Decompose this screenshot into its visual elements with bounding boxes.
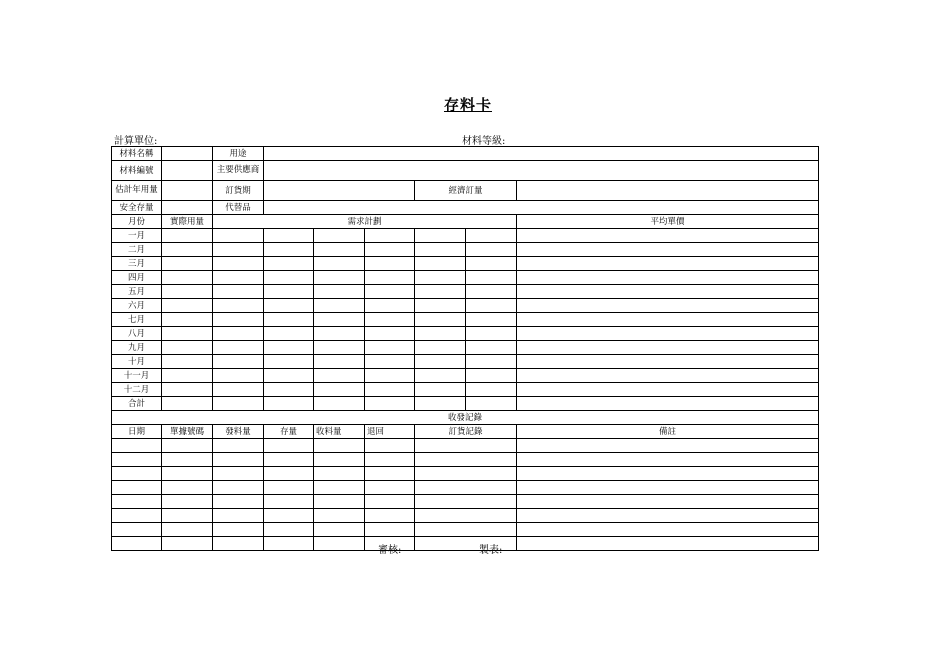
plan-cell[interactable] xyxy=(365,285,415,299)
record-cell[interactable] xyxy=(517,509,819,523)
plan-cell[interactable] xyxy=(314,397,365,411)
record-row xyxy=(112,495,819,509)
safety-stock-cell[interactable] xyxy=(162,201,213,215)
usage-label: 用途 xyxy=(213,147,264,161)
record-cell[interactable] xyxy=(517,467,819,481)
plan-cell[interactable] xyxy=(213,397,264,411)
plan-cell[interactable] xyxy=(415,243,466,257)
total-label: 合計 xyxy=(112,397,162,411)
actual-cell[interactable] xyxy=(162,299,213,313)
month-row xyxy=(112,369,819,383)
month-row xyxy=(112,383,819,397)
plan-cell[interactable] xyxy=(264,355,314,369)
main-supplier-label: 主要供應商 xyxy=(213,161,264,181)
plan-cell[interactable] xyxy=(264,397,314,411)
plan-cell[interactable] xyxy=(264,299,314,313)
record-header-issued: 發料量 xyxy=(213,425,264,439)
plan-cell[interactable] xyxy=(365,355,415,369)
record-cell[interactable] xyxy=(415,481,517,495)
month-row xyxy=(112,299,819,313)
record-cell[interactable] xyxy=(517,523,819,537)
substitute-cell[interactable] xyxy=(264,201,819,215)
avg-price-cell[interactable] xyxy=(517,383,819,397)
record-cell[interactable] xyxy=(213,453,264,467)
record-cell[interactable] xyxy=(365,467,415,481)
plan-cell[interactable] xyxy=(213,285,264,299)
record-cell[interactable] xyxy=(517,453,819,467)
record-cell[interactable] xyxy=(314,439,365,453)
plan-cell[interactable] xyxy=(314,257,365,271)
record-cell[interactable] xyxy=(365,523,415,537)
record-cell[interactable] xyxy=(162,439,213,453)
avg-price-cell[interactable] xyxy=(517,243,819,257)
record-cell[interactable] xyxy=(213,495,264,509)
month-label: 七月 xyxy=(112,313,162,327)
plan-cell[interactable] xyxy=(365,257,415,271)
stock-card-table xyxy=(111,146,819,551)
plan-cell[interactable] xyxy=(264,243,314,257)
avg-price-cell[interactable] xyxy=(517,299,819,313)
record-cell[interactable] xyxy=(314,467,365,481)
actual-cell[interactable] xyxy=(162,327,213,341)
actual-header: 實際用量 xyxy=(162,215,213,229)
avg-price-cell[interactable] xyxy=(517,397,819,411)
plan-cell[interactable] xyxy=(466,243,517,257)
plan-cell[interactable] xyxy=(466,397,517,411)
month-row xyxy=(112,243,819,257)
month-row xyxy=(112,355,819,369)
plan-cell[interactable] xyxy=(264,229,314,243)
plan-cell[interactable] xyxy=(264,285,314,299)
record-cell[interactable] xyxy=(264,453,314,467)
avg-price-cell[interactable] xyxy=(517,285,819,299)
avg-price-cell[interactable] xyxy=(517,327,819,341)
month-row xyxy=(112,313,819,327)
record-row xyxy=(112,523,819,537)
record-cell[interactable] xyxy=(314,523,365,537)
plan-cell[interactable] xyxy=(466,355,517,369)
plan-cell[interactable] xyxy=(365,313,415,327)
record-header-received: 收料量 xyxy=(314,425,365,439)
eoq-label: 經濟訂量 xyxy=(415,181,517,201)
record-cell[interactable] xyxy=(264,481,314,495)
est-annual-cell[interactable] xyxy=(162,181,213,201)
actual-cell[interactable] xyxy=(162,355,213,369)
substitute-label: 代替品 xyxy=(213,201,264,215)
plan-cell[interactable] xyxy=(365,341,415,355)
record-cell[interactable] xyxy=(264,509,314,523)
plan-cell[interactable] xyxy=(314,355,365,369)
plan-cell[interactable] xyxy=(466,229,517,243)
record-row xyxy=(112,537,819,551)
month-label: 三月 xyxy=(112,257,162,271)
plan-cell[interactable] xyxy=(213,369,264,383)
record-cell[interactable] xyxy=(264,439,314,453)
avg-price-cell[interactable] xyxy=(517,341,819,355)
record-cell[interactable] xyxy=(264,537,314,551)
record-cell[interactable] xyxy=(264,495,314,509)
plan-cell[interactable] xyxy=(264,383,314,397)
safety-stock-label: 安全存量 xyxy=(112,201,162,215)
plan-cell[interactable] xyxy=(466,369,517,383)
plan-cell[interactable] xyxy=(466,313,517,327)
record-cell[interactable] xyxy=(365,439,415,453)
record-cell[interactable] xyxy=(112,509,162,523)
plan-cell[interactable] xyxy=(213,299,264,313)
plan-cell[interactable] xyxy=(314,383,365,397)
record-cell[interactable] xyxy=(517,537,819,551)
record-cell[interactable] xyxy=(162,537,213,551)
record-cell[interactable] xyxy=(112,537,162,551)
plan-cell[interactable] xyxy=(466,257,517,271)
plan-cell[interactable] xyxy=(264,327,314,341)
record-cell[interactable] xyxy=(162,509,213,523)
plan-cell[interactable] xyxy=(415,257,466,271)
plan-cell[interactable] xyxy=(314,369,365,383)
plan-cell[interactable] xyxy=(314,313,365,327)
month-label: 四月 xyxy=(112,271,162,285)
plan-cell[interactable] xyxy=(466,383,517,397)
plan-cell[interactable] xyxy=(213,257,264,271)
record-cell[interactable] xyxy=(112,453,162,467)
plan-cell[interactable] xyxy=(264,369,314,383)
month-label: 八月 xyxy=(112,327,162,341)
record-cell[interactable] xyxy=(213,537,264,551)
plan-cell[interactable] xyxy=(365,299,415,313)
record-cell[interactable] xyxy=(213,509,264,523)
record-cell[interactable] xyxy=(365,453,415,467)
plan-cell[interactable] xyxy=(415,299,466,313)
record-header-stock: 存量 xyxy=(264,425,314,439)
record-cell[interactable] xyxy=(415,439,517,453)
record-header-returned: 退回 xyxy=(365,425,415,439)
month-row xyxy=(112,327,819,341)
plan-cell[interactable] xyxy=(314,243,365,257)
plan-cell[interactable] xyxy=(415,271,466,285)
plan-cell[interactable] xyxy=(415,313,466,327)
actual-cell[interactable] xyxy=(162,313,213,327)
plan-cell[interactable] xyxy=(213,341,264,355)
month-row xyxy=(112,285,819,299)
plan-cell[interactable] xyxy=(365,383,415,397)
month-label: 一月 xyxy=(112,229,162,243)
record-cell[interactable] xyxy=(365,509,415,523)
plan-cell[interactable] xyxy=(264,271,314,285)
avg-price-cell[interactable] xyxy=(517,369,819,383)
plan-cell[interactable] xyxy=(213,229,264,243)
record-cell[interactable] xyxy=(112,523,162,537)
month-label: 六月 xyxy=(112,299,162,313)
month-label: 十一月 xyxy=(112,369,162,383)
record-cell[interactable] xyxy=(213,467,264,481)
avg-price-cell[interactable] xyxy=(517,355,819,369)
maker-label: 製表: xyxy=(479,545,503,556)
plan-cell[interactable] xyxy=(415,229,466,243)
avg-price-cell[interactable] xyxy=(517,271,819,285)
record-cell[interactable] xyxy=(314,495,365,509)
plan-cell[interactable] xyxy=(365,397,415,411)
avg-price-header: 平均單價 xyxy=(517,215,819,229)
month-label: 二月 xyxy=(112,243,162,257)
record-header-order-record: 訂貨記錄 xyxy=(415,425,517,439)
record-cell[interactable] xyxy=(162,453,213,467)
main-supplier-cell[interactable] xyxy=(264,161,819,181)
record-cell[interactable] xyxy=(112,481,162,495)
record-cell[interactable] xyxy=(112,495,162,509)
plan-cell[interactable] xyxy=(365,229,415,243)
plan-cell[interactable] xyxy=(213,355,264,369)
month-row xyxy=(112,271,819,285)
plan-cell[interactable] xyxy=(365,243,415,257)
plan-cell[interactable] xyxy=(415,383,466,397)
plan-header: 需求計劃 xyxy=(213,215,517,229)
month-label: 十月 xyxy=(112,355,162,369)
record-cell[interactable] xyxy=(415,523,517,537)
record-row xyxy=(112,481,819,495)
page-title: 存料卡 xyxy=(443,96,492,114)
plan-cell[interactable] xyxy=(213,327,264,341)
plan-cell[interactable] xyxy=(415,369,466,383)
material-name-cell[interactable] xyxy=(162,147,213,161)
record-cell[interactable] xyxy=(213,523,264,537)
month-row xyxy=(112,341,819,355)
plan-cell[interactable] xyxy=(466,327,517,341)
actual-cell[interactable] xyxy=(162,257,213,271)
record-cell[interactable] xyxy=(314,481,365,495)
month-header: 月份 xyxy=(112,215,162,229)
actual-cell[interactable] xyxy=(162,397,213,411)
record-cell[interactable] xyxy=(365,495,415,509)
plan-cell[interactable] xyxy=(213,271,264,285)
plan-cell[interactable] xyxy=(466,341,517,355)
grade-label: 材料等級: xyxy=(462,136,506,147)
plan-cell[interactable] xyxy=(314,229,365,243)
records-section-title: 收發記錄 xyxy=(112,411,819,425)
record-header-doc-no: 單據號碼 xyxy=(162,425,213,439)
plan-cell[interactable] xyxy=(415,355,466,369)
review-label: 審核: xyxy=(378,545,402,556)
record-cell[interactable] xyxy=(415,495,517,509)
material-no-label: 材料編號 xyxy=(112,161,162,181)
record-cell[interactable] xyxy=(162,467,213,481)
month-row xyxy=(112,229,819,243)
eoq-cell[interactable] xyxy=(517,181,819,201)
material-no-cell[interactable] xyxy=(162,161,213,181)
month-label: 十二月 xyxy=(112,383,162,397)
plan-cell[interactable] xyxy=(314,285,365,299)
plan-cell[interactable] xyxy=(415,341,466,355)
plan-cell[interactable] xyxy=(264,257,314,271)
record-cell[interactable] xyxy=(213,481,264,495)
plan-cell[interactable] xyxy=(264,313,314,327)
record-cell[interactable] xyxy=(517,495,819,509)
usage-cell[interactable] xyxy=(264,147,819,161)
record-cell[interactable] xyxy=(365,481,415,495)
record-row xyxy=(112,467,819,481)
month-row xyxy=(112,257,819,271)
plan-cell[interactable] xyxy=(466,299,517,313)
record-cell[interactable] xyxy=(314,509,365,523)
month-label: 九月 xyxy=(112,341,162,355)
record-cell[interactable] xyxy=(517,481,819,495)
plan-cell[interactable] xyxy=(415,327,466,341)
record-cell[interactable] xyxy=(162,523,213,537)
actual-cell[interactable] xyxy=(162,383,213,397)
material-name-label: 材料名稱 xyxy=(112,147,162,161)
record-cell[interactable] xyxy=(264,523,314,537)
month-label: 五月 xyxy=(112,285,162,299)
actual-cell[interactable] xyxy=(162,243,213,257)
plan-cell[interactable] xyxy=(264,341,314,355)
order-period-label: 訂貨期 xyxy=(213,181,264,201)
record-cell[interactable] xyxy=(314,537,365,551)
actual-cell[interactable] xyxy=(162,369,213,383)
plan-cell[interactable] xyxy=(314,327,365,341)
record-cell[interactable] xyxy=(415,453,517,467)
actual-cell[interactable] xyxy=(162,229,213,243)
record-cell[interactable] xyxy=(314,453,365,467)
record-header-date: 日期 xyxy=(112,425,162,439)
record-cell[interactable] xyxy=(162,495,213,509)
plan-cell[interactable] xyxy=(213,313,264,327)
record-header-remarks: 備註 xyxy=(517,425,819,439)
plan-cell[interactable] xyxy=(415,285,466,299)
plan-cell[interactable] xyxy=(466,285,517,299)
record-cell[interactable] xyxy=(112,467,162,481)
plan-cell[interactable] xyxy=(415,397,466,411)
record-cell[interactable] xyxy=(213,439,264,453)
order-period-cell[interactable] xyxy=(264,181,415,201)
est-annual-label: 估計年用量 xyxy=(112,181,162,201)
record-row xyxy=(112,439,819,453)
record-cell[interactable] xyxy=(264,467,314,481)
record-cell[interactable] xyxy=(415,509,517,523)
avg-price-cell[interactable] xyxy=(517,257,819,271)
plan-cell[interactable] xyxy=(213,243,264,257)
avg-price-cell[interactable] xyxy=(517,229,819,243)
plan-cell[interactable] xyxy=(365,271,415,285)
plan-cell[interactable] xyxy=(365,369,415,383)
record-row xyxy=(112,509,819,523)
plan-cell[interactable] xyxy=(365,327,415,341)
record-cell[interactable] xyxy=(112,439,162,453)
unit-label: 計算單位: xyxy=(114,136,158,147)
record-cell[interactable] xyxy=(162,481,213,495)
actual-cell[interactable] xyxy=(162,271,213,285)
plan-cell[interactable] xyxy=(213,383,264,397)
record-cell[interactable] xyxy=(517,439,819,453)
plan-cell[interactable] xyxy=(314,271,365,285)
record-cell[interactable] xyxy=(415,467,517,481)
total-row xyxy=(112,397,819,411)
plan-cell[interactable] xyxy=(314,299,365,313)
actual-cell[interactable] xyxy=(162,285,213,299)
plan-cell[interactable] xyxy=(314,341,365,355)
actual-cell[interactable] xyxy=(162,341,213,355)
record-row xyxy=(112,453,819,467)
plan-cell[interactable] xyxy=(466,271,517,285)
avg-price-cell[interactable] xyxy=(517,313,819,327)
